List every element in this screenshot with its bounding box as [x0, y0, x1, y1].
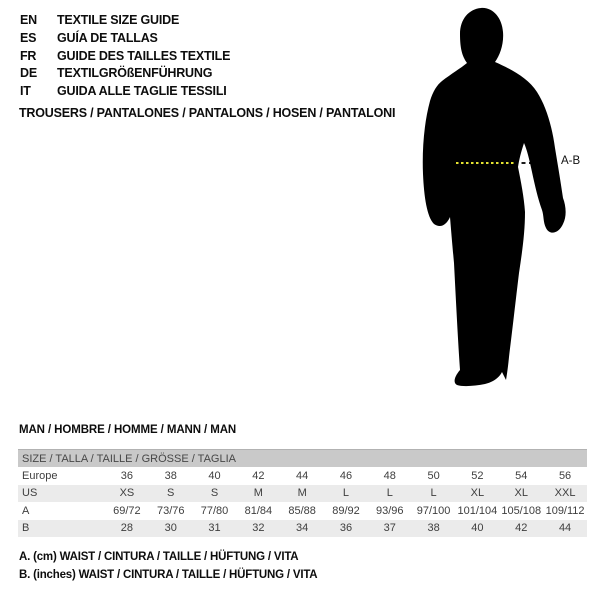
size-cell: 36 — [120, 469, 134, 482]
size-cell: L — [342, 487, 350, 500]
size-table — [18, 449, 587, 537]
lang-code: DE — [20, 66, 37, 81]
size-cell: 89/92 — [332, 504, 360, 517]
size-cell: 77/80 — [200, 504, 229, 517]
size-cell: 42 — [515, 522, 528, 535]
lang-row-de — [20, 66, 230, 84]
table-row-b-inches — [18, 520, 587, 538]
size-cell: 105/108 — [501, 504, 542, 517]
size-cell: 50 — [427, 469, 440, 482]
size-cell: 38 — [164, 469, 177, 482]
row-label: Europe — [22, 469, 58, 482]
lang-row-it — [20, 84, 230, 102]
lang-code: IT — [20, 84, 31, 99]
size-cell: 37 — [383, 522, 396, 535]
size-table-header: SIZE / TALLA / TAILLE / GRÖSSE / TAGLIA — [18, 450, 587, 468]
lang-code: EN — [20, 13, 37, 27]
lang-code: FR — [20, 48, 37, 63]
size-cell: 52 — [471, 469, 484, 482]
lang-label: GUIDA ALLE TAGLIE TESSILI — [57, 84, 227, 99]
lang-row-fr — [20, 49, 230, 67]
size-cell: L — [430, 487, 437, 500]
size-cell: 44 — [558, 522, 572, 535]
table-row-a-cm — [18, 502, 587, 520]
row-label: A — [22, 504, 30, 517]
lang-label: GUÍA DE TALLAS — [57, 30, 158, 45]
row-label: B — [22, 522, 30, 535]
footnote-a: A. (cm) WAIST / CINTURA / TAILLE / HÜFTUNG / VITA — [19, 551, 299, 563]
waist-measure-label: A-B — [561, 155, 581, 167]
table-row-us — [18, 485, 587, 503]
lang-label: TEXTILGRÖßENFÜHRUNG — [57, 66, 213, 81]
size-cell: 32 — [252, 522, 265, 535]
table-row-europe — [18, 467, 587, 485]
waist-measure-line-inner — [456, 162, 514, 164]
size-cell: 30 — [164, 522, 177, 535]
size-cell: 48 — [383, 469, 396, 482]
size-cell: 109/112 — [545, 504, 585, 517]
size-cell: 36 — [339, 522, 353, 535]
size-cell: 81/84 — [244, 504, 273, 517]
lang-row-en — [20, 13, 230, 31]
size-cell: 56 — [558, 469, 572, 482]
size-cell: M — [297, 487, 307, 500]
size-cell: 40 — [471, 522, 484, 535]
lang-label: GUIDE DES TAILLES TEXTILE — [57, 48, 231, 63]
size-cell: 42 — [252, 469, 265, 482]
size-cell: XS — [119, 487, 135, 500]
size-cell: 101/104 — [457, 504, 498, 517]
size-cell: 85/88 — [288, 504, 316, 517]
man-silhouette-icon — [415, 0, 585, 400]
size-cell: 34 — [296, 522, 309, 535]
section-heading-man: MAN / HOMBRE / HOMME / MANN / MAN — [19, 424, 237, 436]
size-cell: 73/76 — [156, 504, 185, 517]
garment-heading: TROUSERS / PANTALONES / PANTALONS / HOSEN / PANTALONI — [19, 106, 396, 120]
size-cell: 38 — [427, 522, 440, 535]
lang-row-es — [20, 31, 230, 49]
size-cell: 44 — [296, 469, 309, 482]
size-cell: XL — [514, 487, 528, 500]
size-cell: 28 — [120, 522, 134, 535]
size-cell: 46 — [339, 469, 353, 482]
size-cell: 93/96 — [376, 504, 404, 517]
size-cell: 97/100 — [416, 504, 451, 517]
row-label: US — [22, 487, 38, 500]
size-cell: L — [386, 487, 393, 500]
footnotes — [19, 549, 317, 584]
language-title-block — [20, 13, 230, 102]
size-cell: 54 — [515, 469, 528, 482]
size-table-header-row — [18, 450, 587, 468]
size-cell: M — [253, 487, 263, 500]
size-cell: 31 — [208, 522, 221, 535]
size-cell: 40 — [208, 469, 221, 482]
size-cell: XXL — [554, 487, 576, 500]
lang-code: ES — [20, 30, 37, 45]
size-cell: 69/72 — [113, 504, 141, 517]
size-cell: S — [210, 487, 219, 500]
size-cell: S — [167, 487, 175, 500]
footnote-b: B. (inches) WAIST / CINTURA / TAILLE / HÜFTUNG / VITA — [19, 568, 318, 581]
size-cell: XL — [470, 487, 485, 500]
lang-label: TEXTILE SIZE GUIDE — [57, 13, 180, 27]
